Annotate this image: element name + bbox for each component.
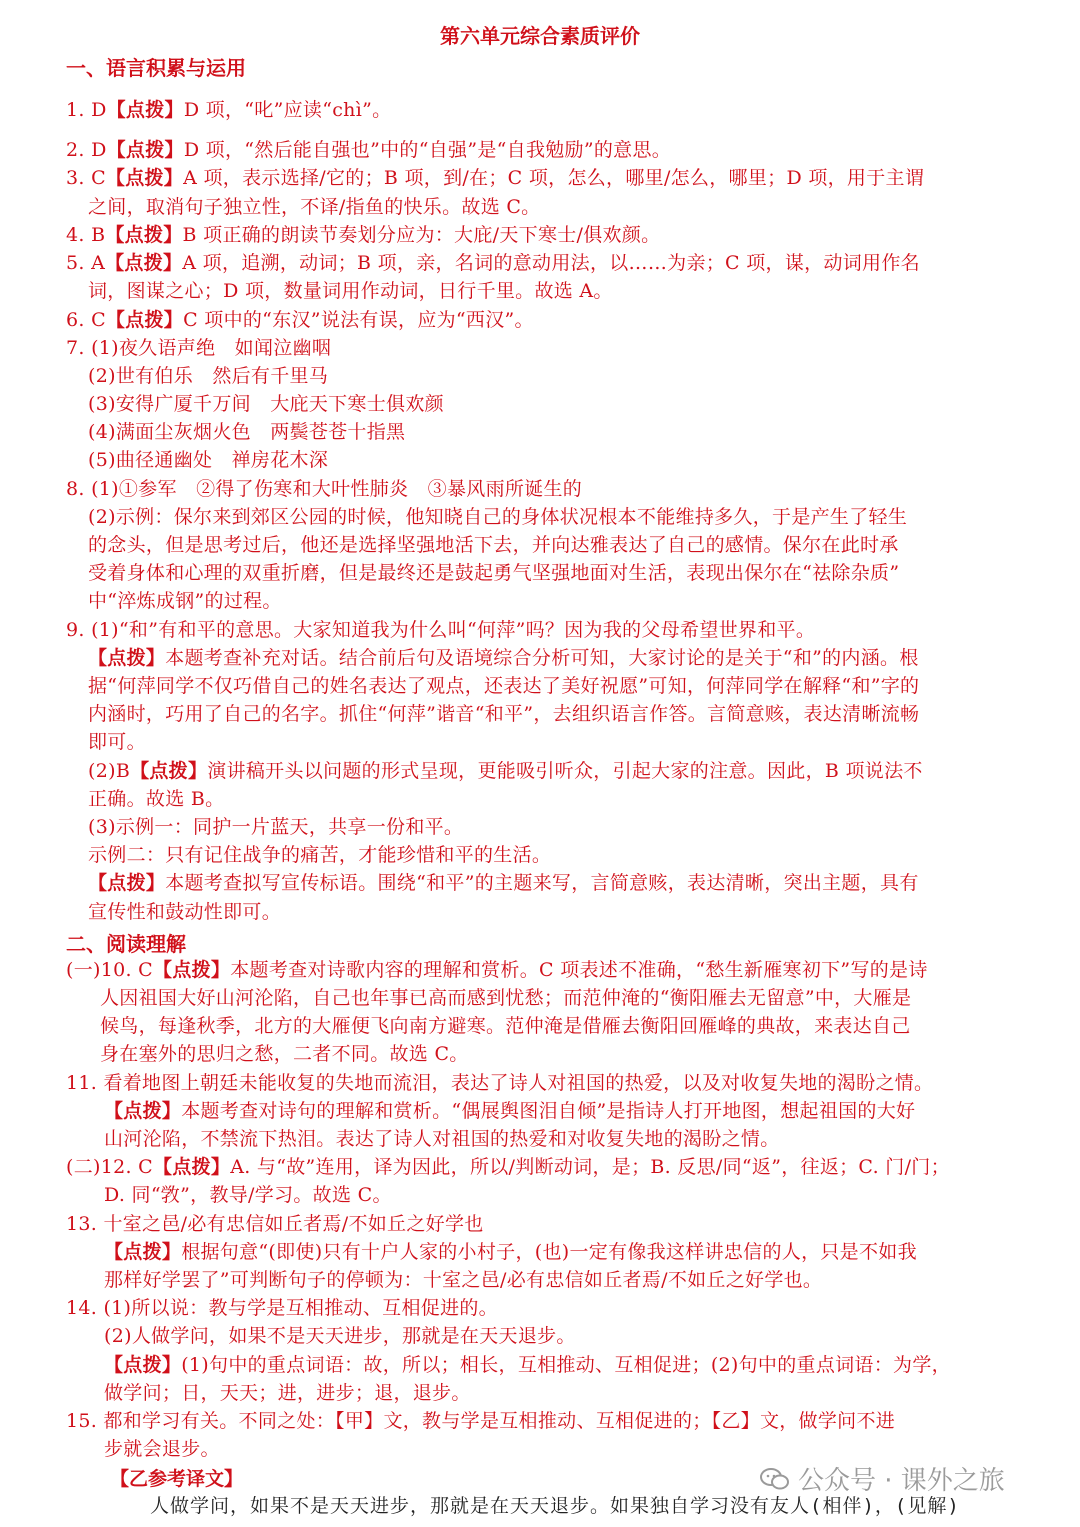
answer-line-14b: (2)人做学问，如果不是天天进步，那就是在天天退步。 [104, 1325, 576, 1347]
answer-line-5a: 5. A【点拨】A 项，追溯，动词；B 项，亲，名词的意动用法，以……为亲；C 项，谋，动词用作名 [66, 252, 920, 274]
answer-line-9c: 据“何萍同学不仅巧借自己的姓名表达了观点，还表达了美好祝愿”可知，何萍同学在解释“和”字的 [88, 675, 920, 697]
answer-line-8a: 8. (1)①参军 ②得了伤寒和大叶性肺炎 ③暴风雨所诞生的 [66, 478, 583, 500]
hint-tag: 【点拨】 [105, 224, 183, 246]
answer-line-13a: 13. 十室之邑/必有忠信如丘者焉/不如丘之好学也 [66, 1213, 484, 1235]
section-heading-reading: 二、阅读理解 [66, 932, 186, 956]
hint-tag: 【点拨】 [104, 1241, 182, 1263]
hint-tag: 【点拨】 [130, 760, 208, 782]
answer-line-6: 6. C【点拨】C 项中的“东汉”说法有误，应为“西汉”。 [66, 309, 534, 331]
translation-heading: 【乙参考译文】 [110, 1468, 244, 1490]
answer-line-9a: 9. (1)“和”有和平的意思。大家知道我为什么叫“何萍”吗？因为我的父母希望世界和平。 [66, 619, 816, 641]
answer-line-8e: 中“淬炼成钢”的过程。 [88, 590, 282, 612]
answer-line-2: 2. D【点拨】D 项，“然后能自强也”中的“自强”是“自我勉励”的意思。 [66, 139, 672, 161]
hint-tag: 【点拨】 [88, 872, 166, 894]
answer-line-9i: 示例二：只有记住战争的痛苦，才能珍惜和平的生活。 [88, 844, 552, 866]
answer-line-7a: 7. (1)夜久语声绝 如闻泣幽咽 [66, 337, 332, 359]
answer-line-12a: (二)12. C【点拨】A. 与“故”连用，译为因此，所以/判断动词，是；B. 反思/同“返”，往返；C. 门/门； [66, 1156, 950, 1178]
page-title: 第六单元综合素质评价 [440, 24, 640, 48]
answer-line-7e: (5)曲径通幽处 禅房花木深 [88, 449, 329, 471]
section-heading-language: 一、语言积累与运用 [66, 56, 246, 80]
answer-line-10b: 人因祖国大好山河沦陷，自己也年事已高而感到忧愁；而范仲淹的“衡阳雁去无留意”中，大雁是 [100, 987, 912, 1009]
answer-line-14a: 14. (1)所以说：教与学是互相推动、互相促进的。 [66, 1297, 498, 1319]
answer-line-5b: 词，图谋之心；D 项，数量词用作动词，日行千里。故选 A。 [88, 280, 613, 302]
hint-tag: 【点拨】 [105, 167, 184, 189]
answer-line-3b: 之间，取消句子独立性，不译/指鱼的快乐。故选 C。 [88, 196, 541, 218]
hint-tag: 【点拨】 [153, 1156, 231, 1178]
wechat-icon [760, 1467, 790, 1491]
hint-tag: 【点拨】 [105, 309, 184, 331]
hint-tag: 【点拨】 [105, 252, 183, 274]
answer-line-7c: (3)安得广厦千万间 大庇天下寒士俱欢颜 [88, 393, 444, 415]
answer-line-7d: (4)满面尘灰烟火色 两鬓苍苍十指黑 [88, 421, 406, 443]
answer-line-11c: 山河沦陷，不禁流下热泪。表达了诗人对祖国的热爱和对收复失地的渴盼之情。 [104, 1128, 780, 1150]
answer-line-1: 1. D【点拨】D 项，“叱”应读“chì”。 [66, 99, 392, 121]
watermark-text: 公众号 · 课外之旅 [798, 1466, 1005, 1496]
hint-tag: 【点拨】 [104, 1100, 182, 1122]
answer-line-9e: 即可。 [88, 731, 146, 753]
answer-line-14c: 【点拨】(1)句中的重点词语：故，所以；相长，互相推动、互相促进；(2)句中的重点词语：为学， [104, 1354, 951, 1376]
answer-line-13c: 那样好学罢了”可判断句子的停顿为：十室之邑/必有忠信如丘者焉/不如丘之好学也。 [104, 1269, 823, 1291]
answer-line-8d: 受着身体和心理的双重折磨，但是最终还是鼓起勇气坚强地面对生活，表现出保尔在“祛除杂质” [88, 562, 900, 584]
answer-line-10d: 身在塞外的思归之愁，二者不同。故选 C。 [100, 1043, 469, 1065]
answer-line-11a: 11. 看着地图上朝廷未能收复的失地而流泪，表达了诗人对祖国的热爱，以及对收复失地的渴盼之情。 [66, 1072, 934, 1094]
translation-text: 人做学问，如果不是天天进步，那就是在天天退步。如果独自学习没有友人(相伴)，(见解) [150, 1495, 960, 1517]
answer-line-9b: 【点拨】本题考查补充对话。结合前后句及语境综合分析可知，大家讨论的是关于“和”的内涵。根 [88, 647, 919, 669]
hint-tag: 【点拨】 [104, 1354, 182, 1376]
answer-line-9k: 宣传性和鼓动性即可。 [88, 901, 282, 923]
watermark [760, 1460, 1005, 1497]
answer-line-8b: (2)示例：保尔来到郊区公园的时候，他知晓自己的身体状况根本不能维持多久，于是产生了轻生 [88, 506, 908, 528]
answer-line-15b: 步就会退步。 [104, 1438, 220, 1460]
hint-tag: 【点拨】 [106, 99, 184, 121]
answer-line-8c: 的念头，但是思考过后，他还是选择坚强地活下去，并向达雅表达了自己的感情。保尔在此时承 [88, 534, 899, 556]
answer-line-4: 4. B【点拨】B 项正确的朗读节奏划分应为：大庇/天下寒士/俱欢颜。 [66, 224, 661, 246]
hint-tag: 【点拨】 [88, 647, 166, 669]
answer-line-10c: 候鸟，每逢秋季，北方的大雁便飞向南方避寒。范仲淹是借雁去衡阳回雁峰的典故，来表达自己 [100, 1015, 911, 1037]
answer-line-9j: 【点拨】本题考查拟写宣传标语。围绕“和平”的主题来写，言简意赅，表达清晰，突出主题，具有 [88, 872, 919, 894]
answer-line-10a: (一)10. C【点拨】本题考查对诗歌内容的理解和赏析。C 项表述不准确，“愁生新雁寒初下”写的是诗 [66, 959, 928, 981]
answer-line-13b: 【点拨】根据句意“(即使)只有十户人家的小村子，(也)一定有像我这样讲忠信的人，只是不如我 [104, 1241, 917, 1263]
answer-line-9f: (2)B【点拨】演讲稿开头以问题的形式呈现，更能吸引听众，引起大家的注意。因此，B 项说法不 [88, 760, 923, 782]
answer-line-11b: 【点拨】本题考查对诗句的理解和赏析。“偶展舆图泪自倾”是指诗人打开地图，想起祖国的大好 [104, 1100, 916, 1122]
answer-line-7b: (2)世有伯乐 然后有千里马 [88, 365, 329, 387]
answer-line-9d: 内涵时，巧用了自己的名字。抓住“何萍”谐音“和平”，去组织语言作答。言简意赅，表达清晰流畅 [88, 703, 920, 725]
answer-line-3a: 3. C【点拨】A 项，表示选择/它的；B 项，到/在；C 项，怎么，哪里/怎么，哪里；D 项，用于主谓 [66, 167, 925, 189]
answer-line-12b: D. 同“敩”，教导/学习。故选 C。 [104, 1184, 392, 1206]
answer-line-9g: 正确。故选 B。 [88, 788, 225, 810]
answer-line-14d: 做学问；日，天天；进，进步；退，退步。 [104, 1382, 471, 1404]
hint-tag: 【点拨】 [106, 139, 184, 161]
hint-tag: 【点拨】 [153, 959, 231, 981]
answer-line-15a: 15. 都和学习有关。不同之处：【甲】文，教与学是互相推动、互相促进的；【乙】文，做学问不进 [66, 1410, 896, 1432]
answer-line-9h: (3)示例一：同护一片蓝天，共享一份和平。 [88, 816, 464, 838]
